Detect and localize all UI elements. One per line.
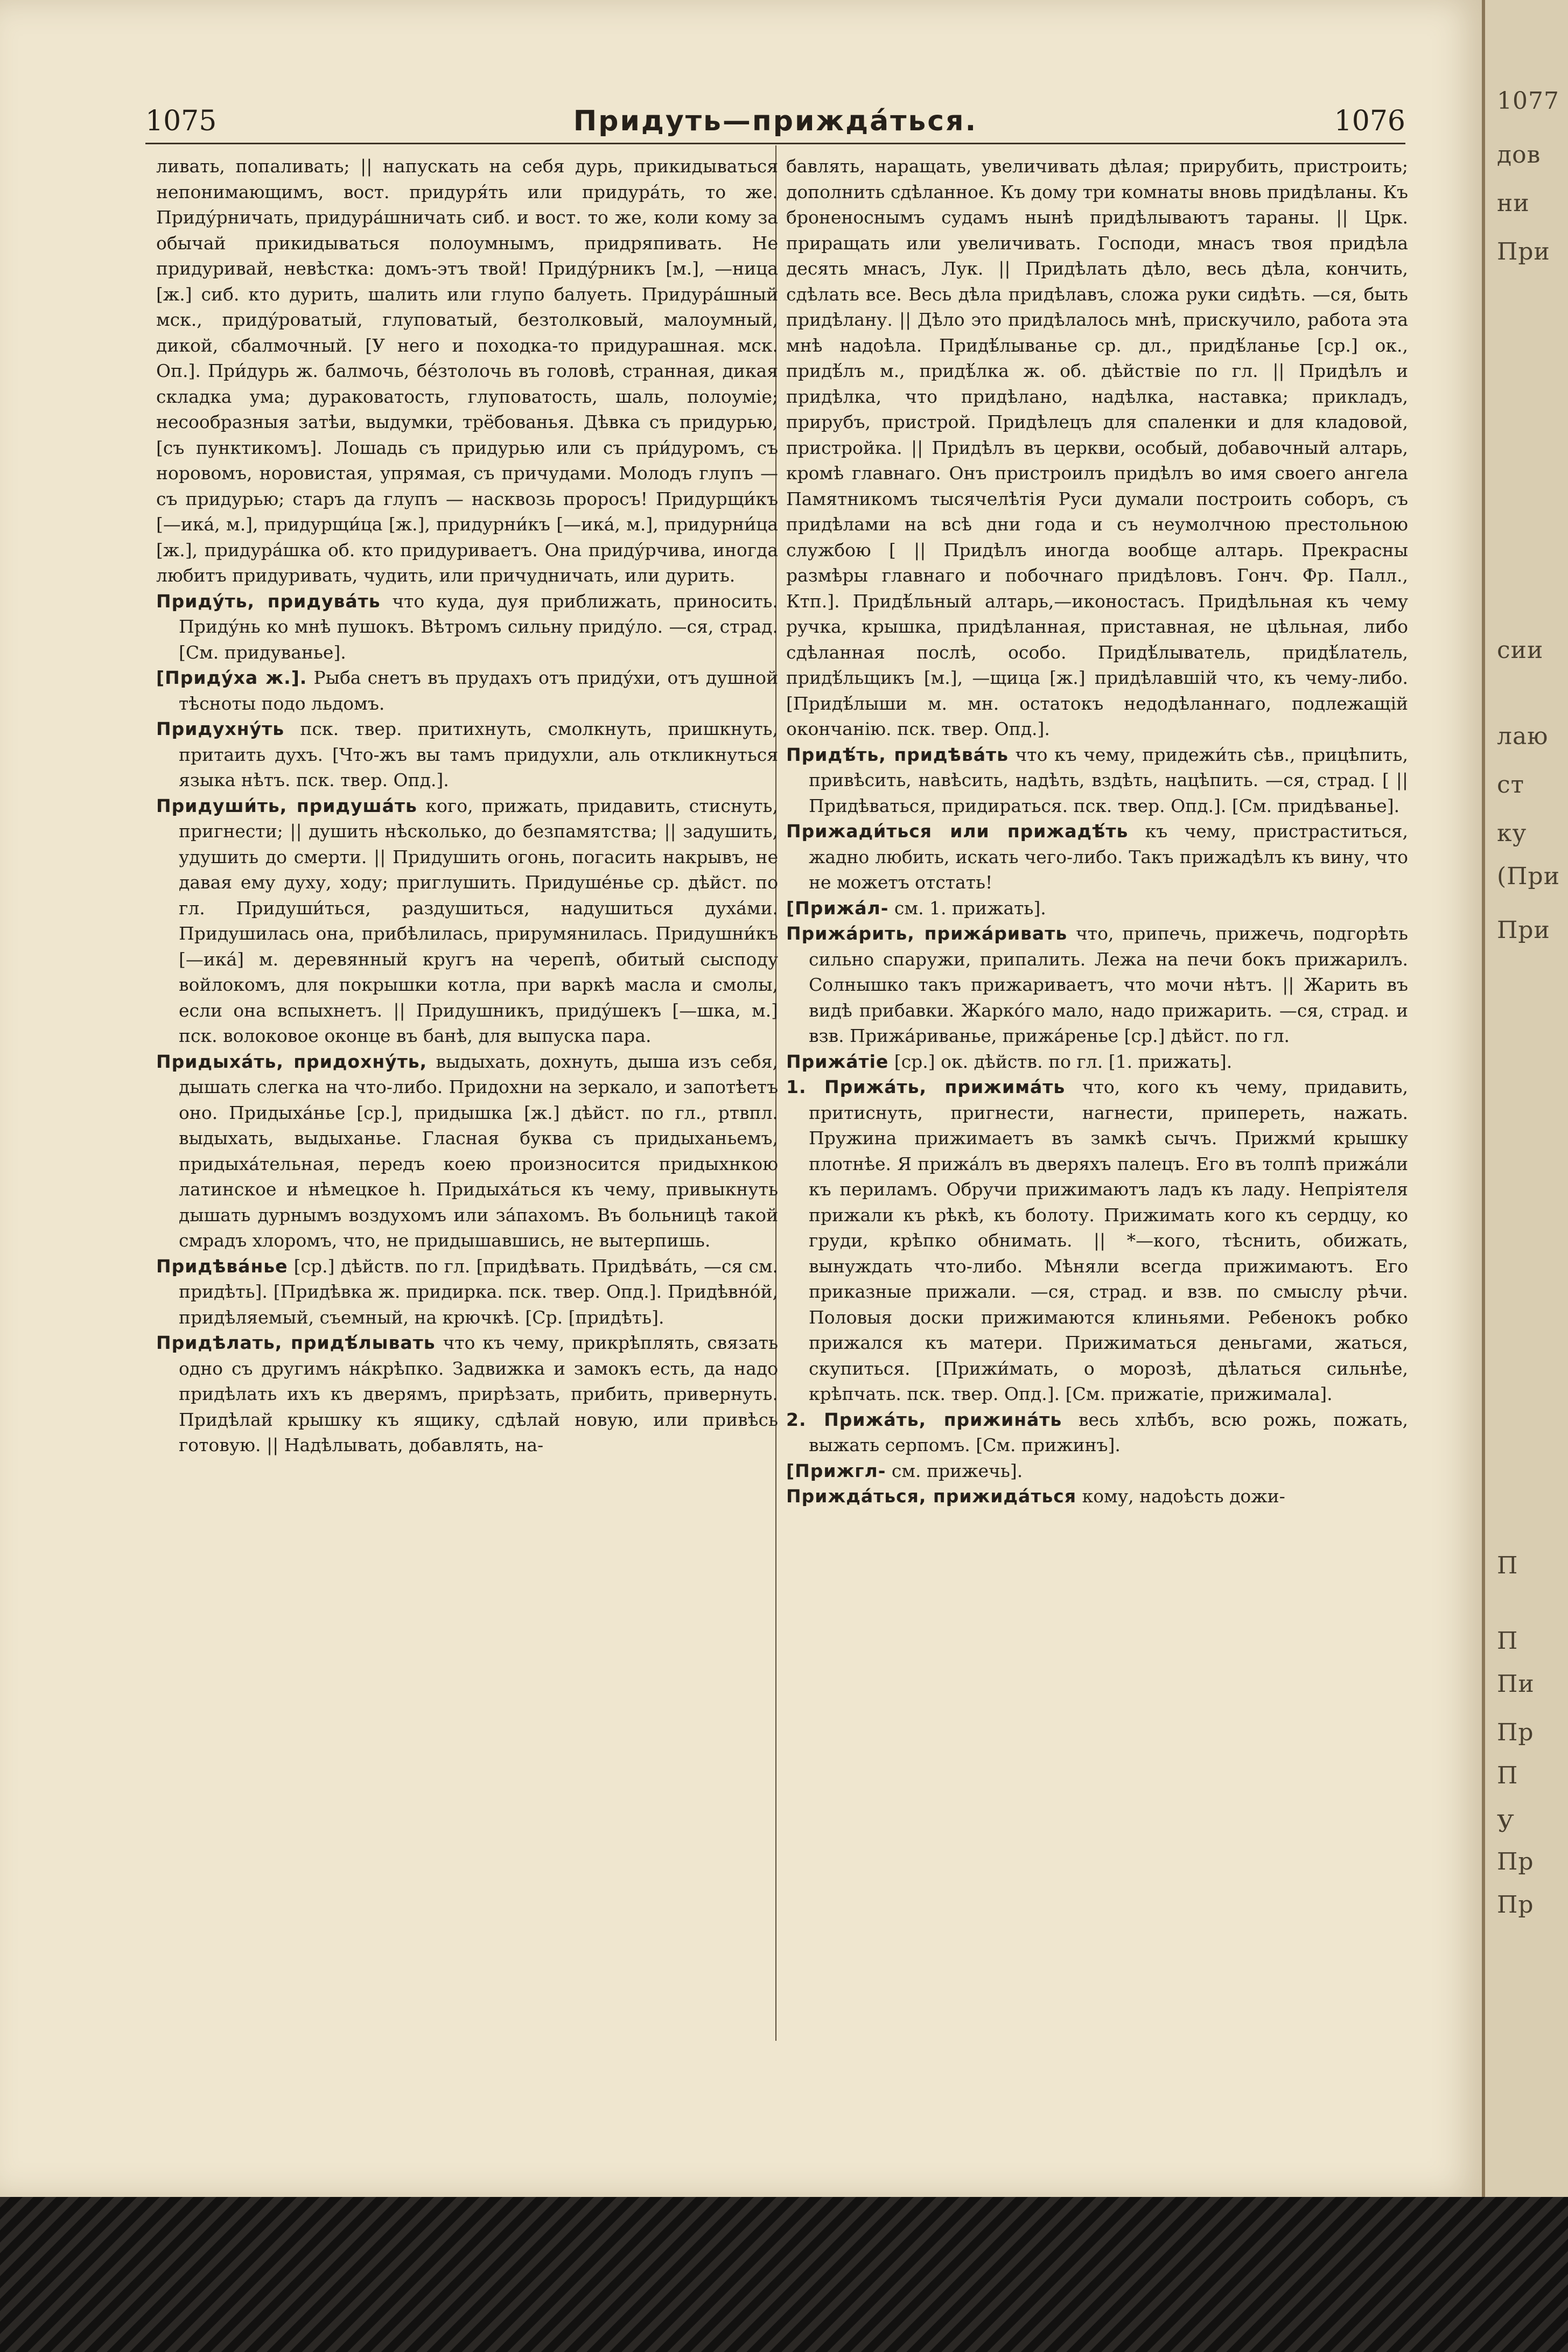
- entry-headword: Прижда́ться, прижида́ться: [786, 1486, 1077, 1507]
- entry-text: кому, надоѣсть дожи-: [1082, 1486, 1285, 1507]
- entry-text: что къ чему, придежи́ть сѣв., прицѣпить, привѣсить, навѣсить, надѣть, вздѣть, нацѣпить. —ся, страд. [ || Придѣваться, придираться. пск. твер. Опд.]. [См. придѣванье].: [809, 744, 1408, 816]
- adjacent-page-edge: [1482, 0, 1568, 2224]
- adjacent-page-fragment: сии: [1497, 636, 1544, 664]
- entry-text: см. прижечь].: [891, 1460, 1023, 1481]
- entry-text: что, кого къ чему, придавить, притиснуть, пригнести, нагнести, припереть, нажать. Пружина прижимаетъ въ замкѣ сычъ. Прижми́ крышку плотнѣе. Я прижа́лъ въ дверяхъ палецъ. Его въ толпѣ прижа́ли къ периламъ. Обручи прижимаютъ ладъ къ ладу. Непрiятеля прижали къ рѣкѣ, къ болоту. Прижимать кого къ сердцу, ко груди, крѣпко обнимать. || *—кого, тѣснить, обижать, вынуждать что-либо. Мѣняли всегда прижимаютъ. Его приказные прижали. —ся, страд. и взв. по смыслу рѣчи. Половыя доски прижимаются клиньями. Ребенокъ робко прижался къ матери. Прижиматься деньгами, жаться, скупиться. [Прижи́мать, о морозѣ, дѣлаться сильнѣе, крѣпчать. пск. твер. Опд.]. [См. прижатiе, прижимала].: [809, 1076, 1409, 1404]
- entry-headword: [Прижа́л-: [786, 897, 889, 919]
- adjacent-page-fragment: ни: [1497, 190, 1530, 217]
- entry-headword: [Прижгл-: [786, 1460, 886, 1481]
- dictionary-entry: [156, 589, 778, 666]
- entry-text: что, припечь, прижечь, подгорѣть сильно спаружи, припалить. Лежа на печи бокъ прижарилъ. Солнышко такъ прижариваетъ, что мочи нѣтъ. || Жарить въ видѣ прибавки. Жаркóго мало, надо прижарить. —ся, страд. и взв. Прижа́риванье, прижа́ренье [ср.] дѣйст. по гл.: [809, 923, 1408, 1046]
- entry-headword: Придѣ́ть, придѣва́ть: [786, 744, 1009, 765]
- entry-text: [ср.] дѣйств. по гл. [придѣвать. Придѣва́ть, —ся см. придѣть]. [Придѣвка ж. придирка. пск. твер. Опд.]. Придѣвно́й, придѣляемый, съемный, на крючкѣ. [Ср. [придѣть].: [179, 1255, 778, 1328]
- adjacent-page-fragment: ст: [1497, 771, 1524, 799]
- entry-headword: Прижа́тiе: [786, 1051, 889, 1072]
- header-rule: [145, 143, 1405, 144]
- entry-text: кого, прижать, придавить, стиснуть, пригнести; || душить нѣсколько, до безпамятства; || задушить, удушить до смерти. || Придушить огонь, погасить накрывъ, не давая ему духу, ходу; приглушить. Придуше́нье ср. дѣйст. по гл. Придуши́ться, раздушиться, надушиться духа́ми. Придушилась она, прибѣлилась, прирумянилась. Придушни́къ [—ика́] м. деревянный кругъ на черепѣ, обитый сысподу войлокомъ, для покрышки котла, при варкѣ масла и смолы, если она вспыхнетъ. || Придушникъ, приду́шекъ [—шка, м.] пск. волоковое оконце въ банѣ, для выпуска пара.: [179, 795, 778, 1046]
- dictionary-entry: [786, 1074, 1408, 1407]
- entry-text: [ср.] ок. дѣйств. по гл. [1. прижать].: [894, 1051, 1233, 1072]
- entry-headword: [Приду́ха ж.].: [156, 667, 307, 688]
- dictionary-entry: [156, 1254, 778, 1331]
- adjacent-page-fragment: При: [1497, 238, 1550, 265]
- entry-text: Рыба снетъ въ прудахъ отъ приду́хи, отъ душной тѣсноты подо льдомъ.: [179, 667, 778, 714]
- dictionary-entry: [786, 921, 1408, 1049]
- adjacent-page-fragment: 1077: [1497, 87, 1559, 115]
- left-page-number: 1075: [145, 105, 217, 137]
- page-header: [145, 105, 1405, 143]
- entry-headword: Придѣлать, придѣ́лывать: [156, 1332, 436, 1353]
- adjacent-page-fragment: П: [1497, 1627, 1518, 1655]
- adjacent-page-fragment: У: [1497, 1810, 1515, 1838]
- entry-text: см. 1. прижать].: [894, 897, 1046, 919]
- dictionary-entry: [786, 1049, 1408, 1075]
- adjacent-page-fragment: П: [1497, 1552, 1518, 1579]
- entry-text: выдыхать, дохнуть, дыша изъ себя, дышать слегка на что-либо. Придохни на зеркало, и запотѣетъ оно. Придыха́нье [ср.], придышка [ж.] дѣйст. по гл., ртвпл. выдыхать, выдыханье. Гласная буква съ придыханьемъ, придыха́тельная, передъ коею произносится придыхнкою латинское и нѣмецкое h. Придыха́ться къ чему, привыкнуть дышать дурнымъ воздухомъ или за́пахомъ. Въ больницѣ такой смрадъ хлоромъ, что, не придышавшись, не вытерпишь.: [179, 1051, 778, 1251]
- adjacent-page-fragment: дов: [1497, 141, 1541, 169]
- entry-text: пск. твер. притихнуть, смолкнуть, пришкнуть, притаить духъ. [Что-жъ вы тамъ придухли, аль откликнуться языка нѣтъ. пск. твер. Опд.].: [179, 718, 778, 790]
- entry-headword: Приду́ть, придува́ть: [156, 590, 381, 612]
- right-column: [786, 153, 1408, 1509]
- dictionary-entry: [156, 665, 778, 716]
- adjacent-page-fragment: При: [1497, 916, 1550, 944]
- entry-text: ливать, попаливать; || напускать на себя дурь, прикидываться непонимающимъ, вост. придуря́ть или придура́ть, то же. Приду́рничать, придура́шничать сиб. и вост. то же, коли кому за обычай прикидываться полоумнымъ, придряпивать. Не придуривай, невѣстка: домъ-этъ твой! Приду́рникъ [м.], —ница [ж.] сиб. кто дурить, шалить или глупо балуеть. Придура́шный мск., приду́роватый, глуповатый, безтолковый, малоумный, дикой, сбалмочный. [У него и походка-то придурашная. мск. Оп.]. При́дурь ж. балмочь, бе́зтолочь въ головѣ, странная, дикая складка ума; дураковатость, глуповатость, шаль, полоумiе; несообразныя затѣи, выдумки, трёбованья. Дѣвка съ придурью, [съ пунктикомъ]. Лошадь съ придурью или съ при́дуромъ, съ норовомъ, норовистая, упрямая, съ причудами. Молодъ глупъ — съ придурью; старъ да глупъ — насквозь проросъ! Придурщи́къ [—ика́, м.], придурщи́ца [ж.], придурни́къ [—ика́, м.], придурни́ца [ж.], придура́шка об. кто придуриваетъ. Она приду́рчива, иногда любитъ придуривать, чудить, или причудничать, или дурить.: [156, 156, 778, 586]
- entry-headword: Придуши́ть, придуша́ть: [156, 795, 417, 816]
- dictionary-entry: [156, 793, 778, 1049]
- adjacent-page-fragment: Пр: [1497, 1891, 1534, 1919]
- entry-headword: Придѣва́нье: [156, 1255, 288, 1277]
- continued-entry: [156, 153, 778, 589]
- entry-text: что къ чему, прикрѣплять, связать одно съ другимъ на́крѣпко. Задвижка и замокъ есть, да надо придѣлать ихъ къ дверямъ, прирѣзать, прибить, привернуть. Придѣлай крышку къ ящику, сдѣлай новую, или привѣсь готовую. || Надѣлывать, добавлять, на-: [179, 1332, 778, 1455]
- adjacent-page-fragment: Пр: [1497, 1719, 1534, 1746]
- adjacent-page-fragment: лаю: [1497, 723, 1549, 750]
- continued-entry: [786, 153, 1408, 742]
- page-title: Придуть—прижда́ться.: [573, 105, 978, 137]
- adjacent-page-fragment: (При: [1497, 863, 1560, 890]
- entry-text: къ чему, пристраститься, жадно любить, искать чего-либо. Такъ прижадѣлъ къ вину, что не можетъ отстать!: [809, 821, 1408, 893]
- adjacent-page-fragment: ку: [1497, 820, 1527, 847]
- dictionary-entry: [786, 1458, 1408, 1484]
- background-fabric: [0, 2197, 1568, 2352]
- entry-text: весь хлѣбъ, всю рожь, пожать, выжать серпомъ. [См. прижинъ].: [809, 1409, 1409, 1455]
- entry-headword: 1. Прижа́ть, прижима́ть: [786, 1076, 1066, 1097]
- entry-headword: Прижа́рить, прижа́ривать: [786, 923, 1068, 944]
- dictionary-entry: [156, 1049, 778, 1254]
- right-page-number: 1076: [1334, 105, 1405, 137]
- entry-text: что куда, дуя приближать, приносить. Приду́нь ко мнѣ пушокъ. Вѣтромъ сильну приду́ло. —ся, страд. [См. придуванье].: [179, 590, 778, 663]
- adjacent-page-fragment: Пр: [1497, 1848, 1534, 1875]
- entry-headword: 2. Прижа́ть, прижина́ть: [786, 1409, 1062, 1430]
- entry-headword: Придухну́ть: [156, 718, 285, 739]
- left-column: [156, 153, 778, 1458]
- entry-text: бавлять, наращать, увеличивать дѣлая; прирубить, пристроить; дополнить сдѣланное. Къ дому три комнаты вновь придѣланы. Къ броненоснымъ судамъ нынѣ придѣлываютъ тараны. || Црк. приращать или увеличивать. Господи, мнасъ твоя придѣла десять мнасъ, Лук. || Придѣлать дѣло, весь дѣла, кончить, сдѣлать все. Весь дѣла придѣлавъ, сложа руки сидѣть. —ся, быть придѣлану. || Дѣло это придѣлалось мнѣ, прискучило, работа эта мнѣ надоѣла. Придѣ́лыванье ср. дл., придѣ́ланье [ср.] ок., придѣ́лъ м., придѣ́лка ж. об. дѣйствiе по гл. || Придѣлъ и придѣлка, что придѣлано, надѣлка, наставка; прикладъ, прирубъ, пристрой. Придѣлецъ для спаленки и для кладовой, пристройка. || Придѣлъ въ церкви, особый, добавочный алтарь, кромѣ главнаго. Онъ пристроилъ придѣлъ во имя своего ангела Памятникомъ тысячелѣтiя Руси думали построить соборъ, съ придѣлами на всѣ дни года и съ неумолчною престольною службою [ || Придѣлъ иногда вообще алтарь. Прекрасны размѣры главнаго и побочнаго придѣловъ. Гонч. Фр. Палл., Ктп.]. Придѣ́льный алтарь,—иконостасъ. Придѣльная къ чему ручка, крышка, придѣланная, приставная, не цѣльная, либо сдѣланная послѣ, особо. Придѣ́лыватель, придѣ́латель, придѣ́льщикъ [м.], —щица [ж.] придѣлавшiй что, къ чему-либо. [Придѣ́лыши м. мн. остатокъ недодѣланнаго, подлежащiй окончанiю. пск. твер. Опд.].: [786, 156, 1408, 739]
- dictionary-entry: [786, 1407, 1408, 1458]
- dictionary-entry: [156, 1330, 778, 1458]
- entry-headword: Придыха́ть, придохну́ть,: [156, 1051, 428, 1072]
- dictionary-entry: [786, 742, 1408, 819]
- adjacent-page-fragment: П: [1497, 1762, 1518, 1789]
- dictionary-entry: [786, 895, 1408, 921]
- adjacent-page-fragment: Пи: [1497, 1670, 1535, 1698]
- dictionary-entry: [786, 818, 1408, 895]
- dictionary-entry: [786, 1483, 1408, 1509]
- dictionary-entry: [156, 716, 778, 793]
- entry-headword: Прижади́ться или прижадѣ́ть: [786, 821, 1129, 842]
